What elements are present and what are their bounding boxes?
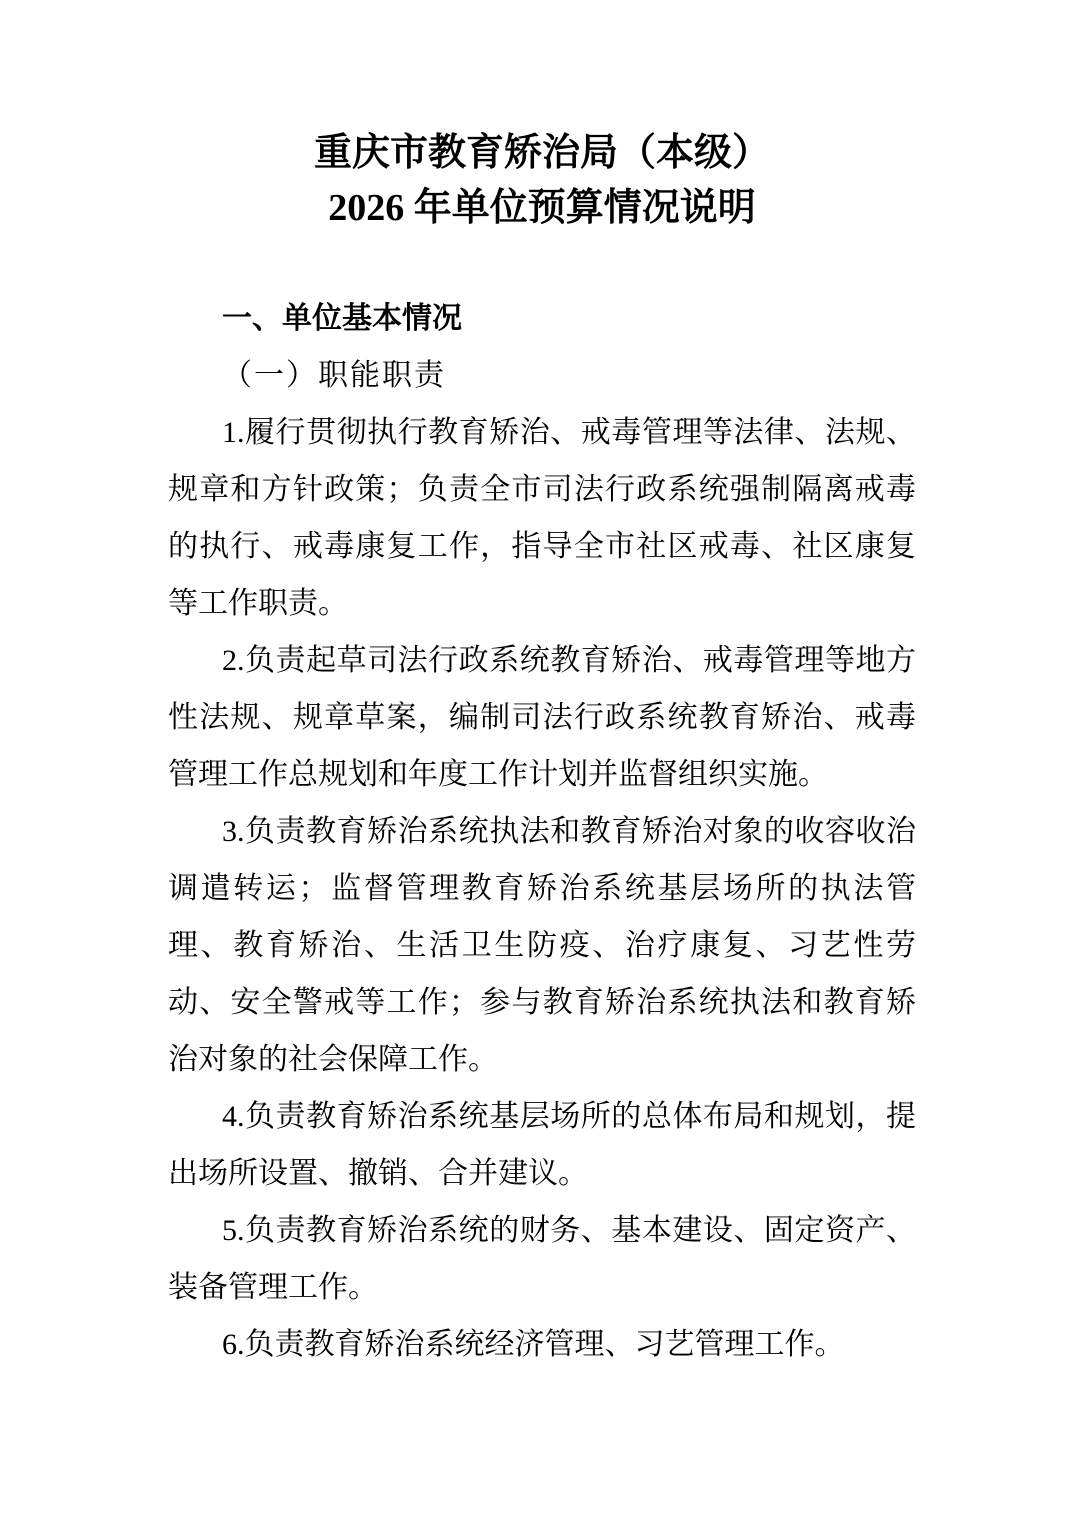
paragraph-3: 3.负责教育矫治系统执法和教育矫治对象的收容收治调遣转运；监督管理教育矫治系统基层场所的执法管理、教育矫治、生活卫生防疫、治疗康复、习艺性劳动、安全警戒等工作；参与教育矫治系统执法和教育矫治对象的社会保障工作。 — [168, 815, 916, 1076]
title-line-2: 2026 年单位预算情况说明 — [328, 187, 756, 229]
section-heading-basic-info: 一、单位基本情况 — [222, 302, 462, 335]
paragraph-5: 5.负责教育矫治系统的财务、基本建设、固定资产、装备管理工作。 — [168, 1214, 916, 1304]
paragraph-1: 1.履行贯彻执行教育矫治、戒毒管理等法律、法规、规章和方针政策；负责全市司法行政系统强制隔离戒毒的执行、戒毒康复工作，指导全市社区戒毒、社区康复等工作职责。 — [168, 416, 916, 620]
paragraph-6: 6.负责教育矫治系统经济管理、习艺管理工作。 — [222, 1328, 845, 1361]
title-line-1: 重庆市教育矫治局（本级） — [313, 132, 770, 174]
paragraph-4: 4.负责教育矫治系统基层场所的总体布局和规划，提出场所设置、撤销、合并建议。 — [168, 1100, 916, 1190]
document-title — [168, 126, 916, 236]
subsection-heading-duties: （一）职能职责 — [222, 359, 446, 392]
paragraph-2: 2.负责起草司法行政系统教育矫治、戒毒管理等地方性法规、规章草案，编制司法行政系统教育矫治、戒毒管理工作总规划和年度工作计划并监督组织实施。 — [168, 644, 916, 791]
